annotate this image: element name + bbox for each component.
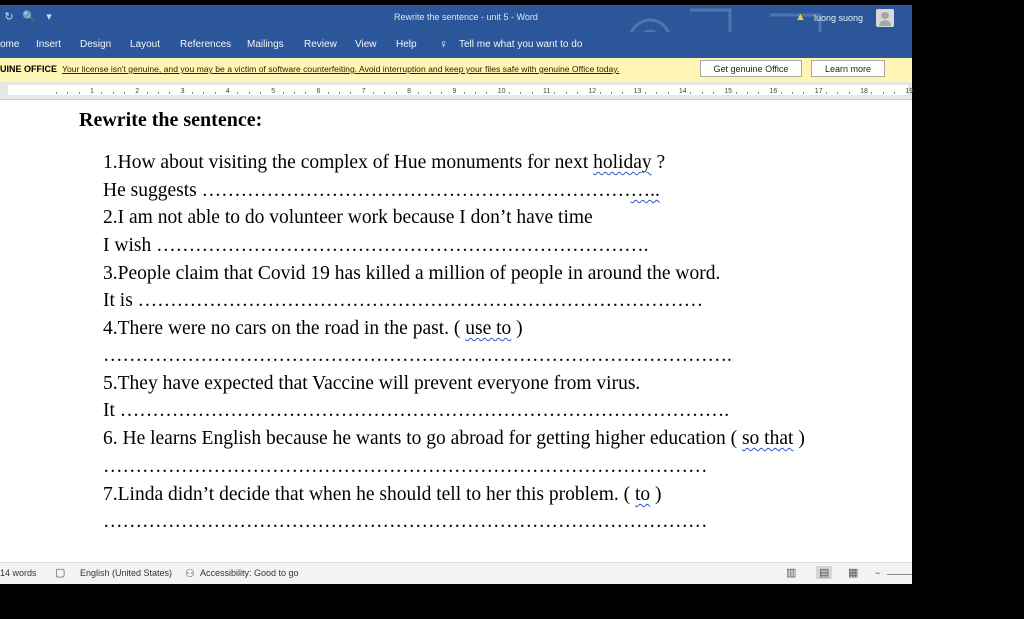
ruler-tick (328, 92, 329, 94)
user-name[interactable]: luong suong (814, 13, 864, 23)
ruler-tick (147, 92, 148, 94)
ruler-tick (736, 92, 737, 94)
ruler-tick (350, 92, 351, 94)
ruler-tick (56, 92, 57, 94)
learn-more-button[interactable]: Learn more (811, 60, 885, 77)
ruler-tick (600, 92, 601, 94)
status-bar (0, 562, 912, 584)
ruler-tick (192, 92, 193, 94)
ruler-number: 11 (543, 88, 551, 95)
print-preview-icon[interactable]: 🔍 (22, 11, 36, 23)
ruler-tick (79, 92, 80, 94)
ruler-number: 6 (316, 88, 321, 95)
tab-insert[interactable]: Insert (36, 39, 62, 50)
ruler-tick (520, 92, 521, 94)
tell-me-search[interactable]: Tell me what you want to do (459, 39, 583, 50)
answer-7: ………………………………………………………………………………… (103, 511, 708, 532)
ruler-number: 1 (90, 88, 94, 95)
question-7-end: ) (650, 484, 662, 505)
tab-mailings[interactable]: Mailings (247, 39, 284, 50)
ruler-tick (237, 92, 238, 94)
ruler-tick (158, 92, 159, 94)
ruler-tick (622, 92, 623, 94)
answer-4: ……………………………………………………………………………………. (103, 345, 732, 366)
ruler-tick (509, 92, 510, 94)
title-bar (0, 5, 912, 32)
print-layout-icon[interactable]: ▤ (816, 566, 832, 579)
ruler-tick (883, 92, 884, 94)
question-4-end: ) (511, 318, 523, 339)
ruler-number: 14 (678, 88, 687, 95)
accessibility-status[interactable]: Accessibility: Good to go (200, 568, 299, 578)
ruler-tick (396, 92, 397, 94)
answer-3: It is …………………………………………………………………………… (103, 290, 704, 311)
ruler-tick (441, 92, 442, 94)
question-1-text: 1.How about visiting the complex of Hue monuments for next (103, 152, 594, 173)
redo-icon[interactable]: ↻ (4, 11, 14, 23)
read-mode-icon[interactable]: ▥ (786, 567, 797, 579)
ruler-tick (339, 92, 340, 94)
question-7-text: 7.Linda didn’t decide that when he should tell to her this problem. ( (103, 484, 635, 505)
zoom-out-icon[interactable]: − (875, 568, 881, 578)
grammar-flag[interactable]: to (634, 484, 651, 505)
question-5: 5.They have expected that Vaccine will prevent everyone from virus. (103, 373, 641, 394)
ruler-tick (702, 92, 703, 94)
ruler-tick (249, 92, 250, 94)
avatar[interactable] (876, 9, 894, 27)
ruler-number: 8 (407, 88, 411, 95)
ruler-tick (837, 92, 838, 94)
ruler-tick (305, 92, 306, 94)
ruler-tick (260, 92, 261, 94)
ruler-tick (430, 92, 431, 94)
answer-1-text: He suggests ………………………………………………………… (103, 180, 631, 201)
ruler-tick (532, 92, 533, 94)
question-4 (103, 318, 523, 340)
answer-5: It …………………………………………………………………………………. (103, 400, 730, 421)
answer-2: I wish …………………………………………………………………. (103, 235, 649, 256)
ruler-tick (113, 92, 114, 94)
question-3: 3.People claim that Covid 19 has killed a million of people in around the word. (103, 263, 721, 284)
license-label: UINE OFFICE (0, 64, 58, 74)
document-page[interactable] (0, 100, 912, 562)
ruler-tick (792, 92, 793, 94)
get-genuine-office-button[interactable]: Get genuine Office (700, 60, 802, 77)
question-4-text: 4.There were no cars on the road in the past. ( (103, 318, 466, 339)
ruler-number: 18 (860, 88, 868, 95)
ruler-tick (611, 92, 612, 94)
ruler-tick (747, 92, 748, 94)
ruler-tick (554, 92, 555, 94)
document-heading: Rewrite the sentence: (79, 109, 263, 131)
ruler-number: 10 (497, 88, 506, 95)
ruler-tick (803, 92, 804, 94)
grammar-flag[interactable]: use to (465, 318, 512, 339)
ruler-tick (215, 92, 216, 94)
ruler-tick (826, 92, 827, 94)
ruler-tick (294, 92, 295, 94)
ruler-tick (656, 92, 657, 94)
ruler-number: 9 (452, 88, 457, 95)
license-message-link[interactable]: Your license isn't genuine, and you may be a victim of software counterfeiting. Avoid interruption and keep your files safe with genuine Office today. (62, 64, 620, 74)
quick-access-toolbar (2, 10, 56, 23)
ruler-tick (713, 92, 714, 94)
ruler-tick (124, 92, 125, 94)
tab-review[interactable]: Review (304, 39, 337, 50)
ruler-number: 12 (588, 88, 597, 95)
lightbulb-icon[interactable]: ♀ (439, 37, 448, 51)
ruler-tick (486, 92, 487, 94)
ruler-tick (384, 92, 385, 94)
document-title: Rewrite the sentence - unit 5 - Word (394, 12, 538, 22)
ruler-number: 13 (633, 88, 642, 95)
ruler-number: 19 (905, 88, 914, 95)
question-2: 2.I am not able to do volunteer work because I don’t have time (103, 207, 593, 228)
ruler-tick (894, 92, 895, 94)
warning-icon[interactable]: ▲ (795, 11, 806, 23)
ruler-tick (475, 92, 476, 94)
answer-1 (103, 180, 660, 202)
language-indicator[interactable]: English (United States) (80, 568, 173, 578)
ruler-number: 7 (361, 88, 366, 95)
ruler-tick (283, 92, 284, 94)
word-count[interactable]: 14 words (0, 568, 37, 578)
ruler-number: 16 (769, 88, 778, 95)
ruler-tick (169, 92, 170, 94)
zoom-slider[interactable] (887, 574, 912, 575)
ribbon-tabs (0, 32, 912, 58)
ruler-tick (577, 92, 578, 94)
web-layout-icon[interactable]: ▦ (848, 567, 859, 579)
tab-references[interactable]: References (180, 39, 232, 50)
tab-help[interactable]: Help (396, 39, 417, 50)
ruler-tick (566, 92, 567, 94)
ruler-track (8, 85, 914, 95)
ruler-tick (101, 92, 102, 94)
ruler-tick (849, 92, 850, 94)
horizontal-ruler[interactable] (0, 82, 912, 100)
proofing-icon[interactable]: ▢ (55, 567, 66, 579)
word-window (0, 5, 912, 583)
question-6-text: 6. He learns English because he wants to go abroad for getting higher education ( (103, 428, 742, 449)
license-warning-bar (0, 58, 912, 83)
accessibility-icon[interactable]: ⚇ (185, 568, 195, 580)
question-1-end: ? (651, 152, 666, 173)
spelling-flag[interactable]: holiday (593, 152, 652, 173)
tab-layout[interactable]: Layout (130, 39, 161, 50)
ruler-tick (67, 92, 68, 94)
ruler-number: 15 (724, 88, 732, 95)
answer-6: ………………………………………………………………………………… (103, 456, 708, 477)
question-1 (103, 152, 665, 174)
ruler-tick (373, 92, 374, 94)
grammar-flag[interactable]: ….. (630, 180, 660, 201)
ruler-tick (203, 92, 204, 94)
ruler-tick (645, 92, 646, 94)
tab-view[interactable]: View (355, 39, 377, 50)
ruler-number: 2 (135, 88, 140, 95)
grammar-flag[interactable]: so that (741, 428, 794, 449)
ruler-tick (871, 92, 872, 94)
ruler-tick (690, 92, 691, 94)
tab-design[interactable]: Design (80, 39, 112, 50)
ruler-number: 5 (271, 88, 276, 95)
ruler-tick (758, 92, 759, 94)
ruler-tick (464, 92, 465, 94)
question-6 (103, 428, 805, 450)
ruler-number: 17 (814, 88, 823, 95)
customize-toolbar-icon[interactable]: ▾ (46, 11, 52, 23)
ruler-number: 3 (180, 88, 185, 95)
ruler-number: 4 (225, 88, 230, 95)
ruler-tick (781, 92, 782, 94)
tab-home[interactable]: ome (0, 39, 20, 50)
ruler-tick (668, 92, 669, 94)
ruler-tick (418, 92, 419, 94)
question-6-end: ) (793, 428, 805, 449)
question-7 (103, 484, 662, 506)
